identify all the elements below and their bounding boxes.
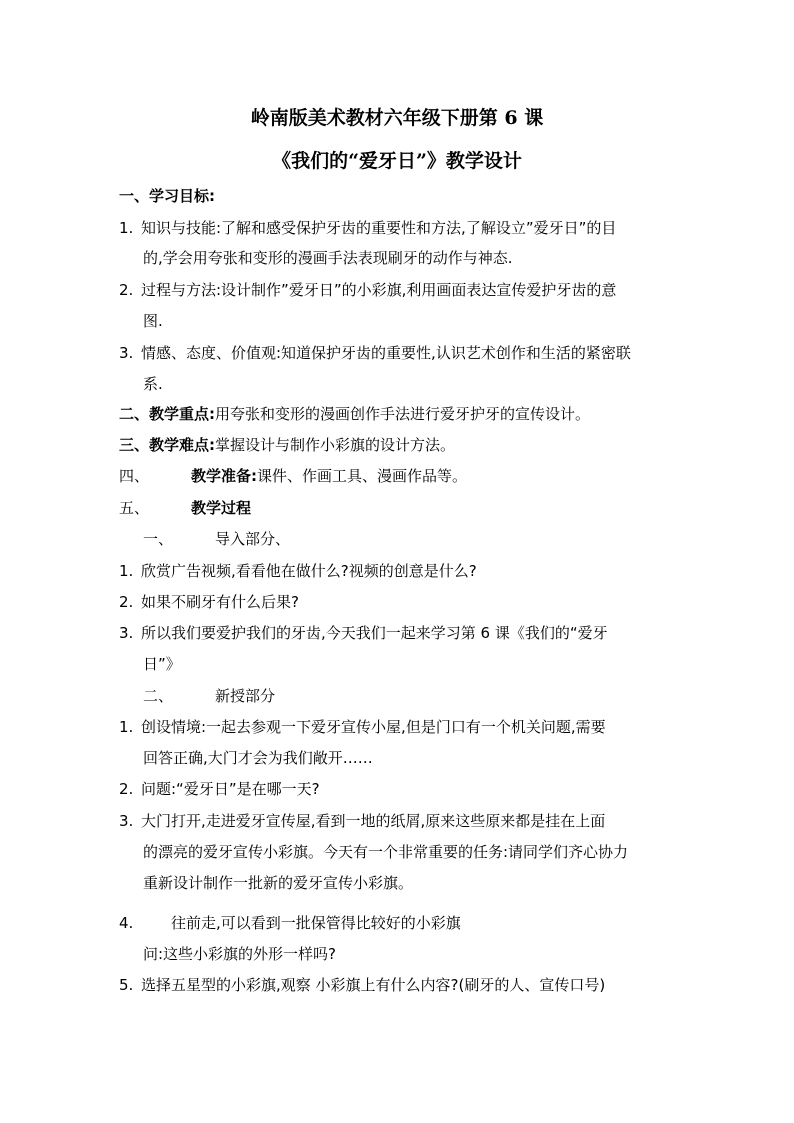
- section-process: [119, 498, 251, 518]
- list-number: 2.: [119, 281, 134, 299]
- part-label: 新授部分: [215, 687, 276, 705]
- goal-item-2: [119, 280, 616, 300]
- goal-item-1: [119, 218, 616, 238]
- list-number: 4.: [119, 914, 134, 932]
- list-text: 欣赏广告视频,看看他在做什么?视频的创意是什么?: [141, 562, 477, 580]
- part-number: 一、: [143, 530, 174, 548]
- part-number: 二、: [143, 687, 174, 705]
- list-number: 1.: [119, 718, 134, 736]
- list-number: 1.: [119, 562, 134, 580]
- section-label: 教学过程: [191, 499, 252, 517]
- list-number: 3.: [119, 344, 134, 362]
- list-number: 2.: [119, 780, 134, 798]
- section-key-points: [119, 404, 590, 424]
- section-heading-goals: 一、学习目标:: [119, 187, 215, 205]
- list-number: 5.: [119, 976, 134, 994]
- list-number: 3.: [119, 812, 134, 830]
- goal-item-1-cont: 的,学会用夸张和变形的漫画手法表现刷牙的动作与神态.: [143, 249, 513, 267]
- new-item-1: [119, 717, 606, 737]
- list-text: 往前走,可以看到一批保管得比较好的小彩旗: [171, 914, 461, 932]
- list-text: 如果不刷牙有什么后果?: [141, 593, 299, 611]
- section-text: 用夸张和变形的漫画创作手法进行爱牙护牙的宣传设计。: [215, 405, 591, 423]
- part-label: 导入部分、: [215, 530, 291, 548]
- doc-title: 岭南版美术教材六年级下册第 6 课: [250, 107, 544, 129]
- goal-item-2-cont: 图.: [143, 312, 163, 330]
- list-text: 问题:“爱牙日”是在哪一天?: [141, 780, 320, 798]
- new-item-5: [119, 975, 605, 995]
- list-text: 情感、态度、价值观:知道保护牙齿的重要性,认识艺术创作和生活的紧密联: [141, 344, 631, 362]
- list-number: 1.: [119, 219, 134, 237]
- intro-item-3: [119, 623, 608, 643]
- section-difficulties: [119, 435, 455, 455]
- list-text: 所以我们要爱护我们的牙齿,今天我们一起来学习第 6 课《我们的“爱牙: [141, 624, 608, 642]
- section-label: 二、教学重点:: [119, 405, 215, 423]
- new-item-3: [119, 811, 605, 831]
- list-text: 选择五星型的小彩旗,观察 小彩旗上有什么内容?(刷牙的人、宣传口号): [141, 976, 606, 994]
- section-number: 五、: [119, 499, 150, 517]
- new-item-1-cont: 回答正确,大门才会为我们敞开……: [143, 749, 373, 767]
- new-item-4: [119, 913, 461, 933]
- intro-item-2: [119, 592, 299, 612]
- new-item-2: [119, 779, 320, 799]
- new-item-4-cont: 问:这些小彩旗的外形一样吗?: [143, 945, 337, 963]
- list-text: 知识与技能:了解和感受保护牙齿的重要性和方法,了解设立”爱牙日”的目: [141, 219, 617, 237]
- section-text: 课件、作画工具、漫画作品等。: [257, 467, 468, 485]
- section-text: 掌握设计与制作小彩旗的设计方法。: [215, 436, 456, 454]
- list-text: 过程与方法:设计制作”爱牙日”的小彩旗,利用画面表达宣传爱护牙齿的意: [141, 281, 617, 299]
- list-number: 3.: [119, 624, 134, 642]
- goal-item-3-cont: 系.: [143, 375, 163, 393]
- doc-subtitle: 《我们的“爱牙日”》教学设计: [272, 150, 522, 172]
- list-number: 2.: [119, 593, 134, 611]
- section-number: 四、: [119, 467, 150, 485]
- new-item-3-cont: 的漂亮的爱牙宣传小彩旗。今天有一个非常重要的任务:请同学们齐心协力: [143, 843, 629, 861]
- goal-item-3: [119, 343, 631, 363]
- section-label: 教学准备:: [191, 467, 258, 485]
- part-heading-new: [143, 686, 275, 706]
- part-heading-intro: [143, 529, 290, 549]
- intro-item-1: [119, 561, 477, 581]
- list-text: 大门打开,走进爱牙宣传屋,看到一地的纸屑,原来这些原来都是挂在上面: [141, 812, 606, 830]
- new-item-3-cont2: 重新设计制作一批新的爱牙宣传小彩旗。: [143, 874, 414, 892]
- list-text: 创设情境:一起去参观一下爱牙宣传小屋,但是门口有一个机关问题,需要: [141, 718, 606, 736]
- intro-item-3-cont: 日”》: [143, 655, 181, 673]
- section-label: 三、教学难点:: [119, 436, 215, 454]
- section-preparation: [119, 466, 467, 486]
